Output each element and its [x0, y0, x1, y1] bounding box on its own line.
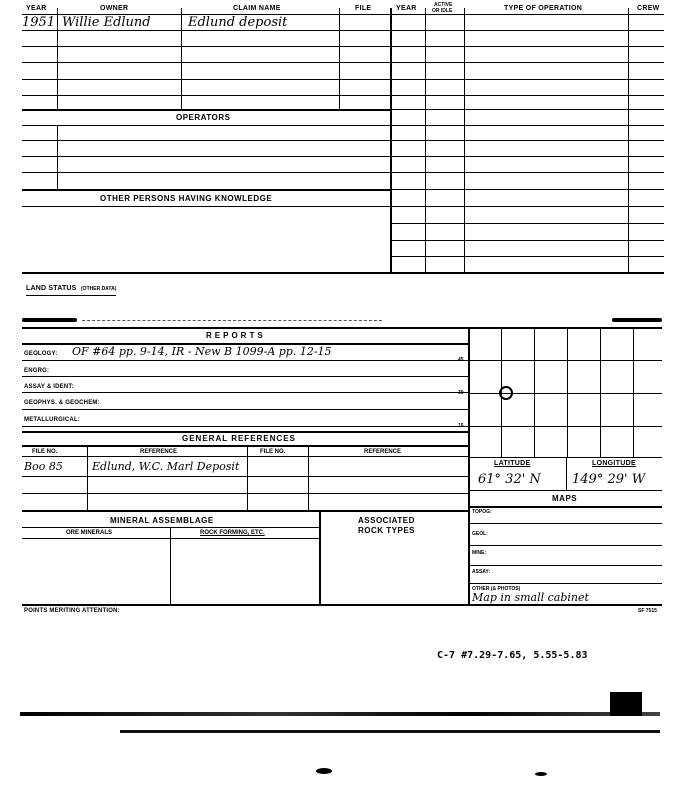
longitude-label: LONGITUDE [592, 460, 636, 467]
grid-number-30: 30 [458, 390, 464, 396]
location-mark-icon [499, 386, 513, 400]
land-status-label: LAND STATUS [26, 285, 77, 292]
ref-header-reference: REFERENCE [140, 449, 178, 455]
ore-minerals-header: ORE MINERALS [66, 530, 113, 536]
general-references-title: GENERAL REFERENCES [182, 434, 296, 443]
ref-entry-file-no: Boo 85 [24, 460, 63, 473]
header-year: YEAR [26, 5, 47, 12]
rock-forming-header: ROCK FORMING, ETC. [200, 530, 265, 536]
scan-smudge-top [22, 318, 662, 322]
latitude-label: LATITUDE [494, 460, 531, 467]
form-number: SF 7515 [638, 608, 657, 614]
knowledge-title: OTHER PERSONS HAVING KNOWLEDGE [100, 194, 273, 203]
points-meriting-attention: POINTS MERITING ATTENTION: [24, 608, 120, 614]
maps-value-other: Map in small cabinet [472, 591, 589, 604]
report-label-geology: GEOLOGY: [24, 351, 58, 357]
header-claim-name: CLAIM NAME [233, 5, 281, 12]
land-status [26, 277, 116, 296]
latitude-value: 61° 32' N [478, 472, 541, 487]
associated-rock-types-line2: ROCK TYPES [358, 526, 416, 535]
header-crew: CREW [637, 5, 660, 12]
maps-label-geol: GEOL: [472, 531, 488, 537]
header-year-2: YEAR [396, 5, 417, 12]
ref-header-file-no: FILE NO. [32, 449, 58, 455]
reports-title: REPORTS [206, 331, 266, 340]
header-owner: OWNER [100, 5, 129, 12]
mineral-assemblage-title: MINERAL ASSEMBLAGE [110, 516, 214, 525]
header-active: ACTIVE [434, 2, 453, 8]
stamp-text: C-7 #7.29-7.65, 5.55-5.83 [437, 650, 588, 661]
report-label-assay: ASSAY & IDENT: [24, 384, 74, 390]
grid-number-15: 15 [458, 423, 464, 429]
grid-number-45: 45 [458, 357, 464, 363]
report-value-geology: OF #64 pp. 9-14, IR - New B 1099-A pp. 12-15 [72, 345, 332, 358]
header-type-of-operation: TYPE OF OPERATION [504, 5, 583, 12]
ref-header-reference-2: REFERENCE [364, 449, 402, 455]
report-label-geophys: GEOPHYS. & GEOCHEM: [24, 400, 100, 406]
associated-rock-types-line1: ASSOCIATED [358, 516, 415, 525]
entry-claim-name: Edlund deposit [188, 15, 288, 30]
longitude-value: 149° 29' W [572, 472, 646, 487]
maps-label-other: OTHER (& PHOTOS) [472, 586, 521, 592]
entry-owner: Willie Edlund [62, 15, 151, 30]
report-label-metallurgical: METALLURGICAL: [24, 417, 81, 423]
ref-entry-reference: Edlund, W.C. Marl Deposit [92, 460, 240, 473]
land-status-sub: (OTHER DATA) [81, 286, 117, 292]
entry-year: 1951 [22, 15, 56, 30]
operators-title: OPERATORS [176, 113, 231, 122]
maps-label-mine: MINE: [472, 550, 487, 556]
header-file: FILE [355, 5, 372, 12]
maps-label-topog: TOPOG: [472, 509, 492, 515]
maps-title: MAPS [552, 494, 578, 503]
maps-label-assay: ASSAY: [472, 569, 491, 575]
report-label-engrg: ENGRG: [24, 368, 50, 374]
header-or-idle: OR IDLE [432, 8, 453, 14]
ref-header-file-no-2: FILE NO. [260, 449, 286, 455]
